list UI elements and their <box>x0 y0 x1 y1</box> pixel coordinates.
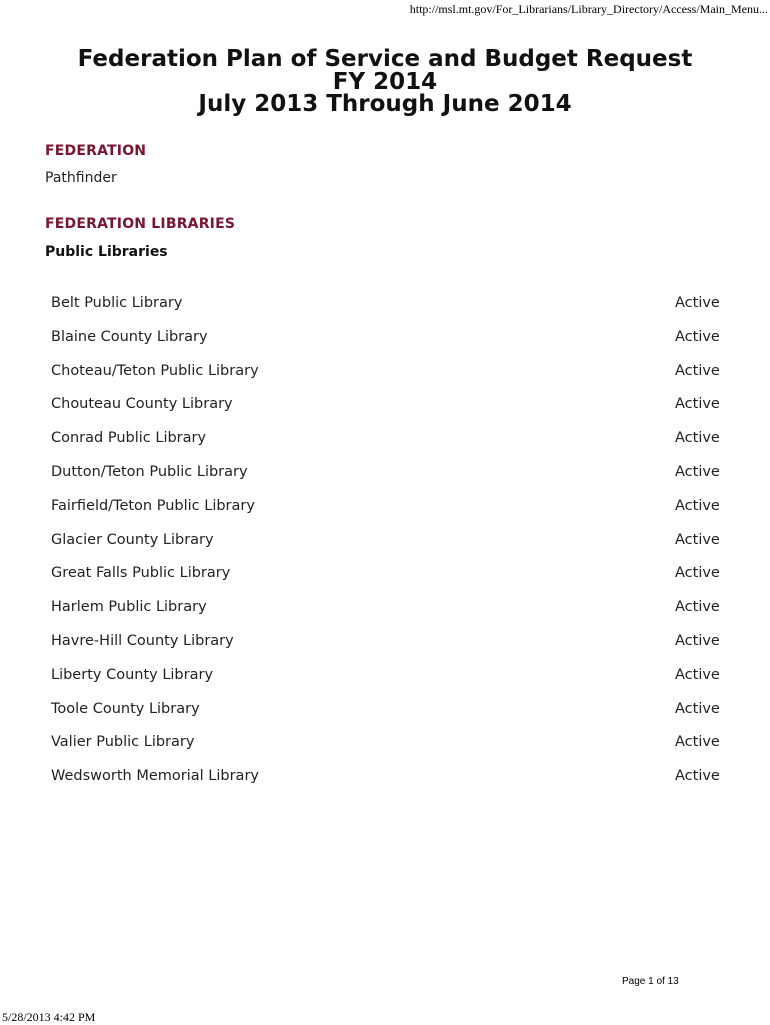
library-status: Active <box>675 396 720 413</box>
library-list <box>51 287 731 794</box>
library-name: Blaine County Library <box>51 328 208 345</box>
library-status: Active <box>675 497 720 514</box>
library-row <box>51 490 731 524</box>
print-timestamp: 5/28/2013 4:42 PM <box>2 1010 96 1024</box>
library-status: Active <box>675 463 720 480</box>
library-name: Havre-Hill County Library <box>51 632 234 649</box>
library-status: Active <box>675 666 720 683</box>
title-line-3: July 2013 Through June 2014 <box>198 91 572 117</box>
library-status: Active <box>675 295 720 311</box>
library-row <box>51 659 731 693</box>
library-status: Active <box>675 599 720 616</box>
federation-name: Pathfinder <box>45 170 117 186</box>
page-url: http://msl.mt.gov/For_Librarians/Library_Directory/Access/Main_Menu... <box>409 2 768 16</box>
library-status: Active <box>675 700 720 717</box>
page-title <box>0 48 770 116</box>
library-name: Harlem Public Library <box>51 599 207 616</box>
library-name: Liberty County Library <box>51 666 214 683</box>
library-status: Active <box>675 531 720 548</box>
library-name: Conrad Public Library <box>51 430 207 447</box>
library-status: Active <box>675 632 720 649</box>
library-row <box>51 355 731 389</box>
library-name: Glacier County Library <box>51 531 214 548</box>
public-libraries-subheading: Public Libraries <box>45 244 168 260</box>
title-line-1: Federation Plan of Service and Budget Request <box>77 46 693 72</box>
library-row <box>51 524 731 558</box>
library-status: Active <box>675 565 720 582</box>
library-name: Dutton/Teton Public Library <box>51 463 248 480</box>
library-row <box>51 693 731 727</box>
library-status: Active <box>675 362 720 379</box>
library-row <box>51 321 731 355</box>
library-status: Active <box>675 430 720 447</box>
library-row <box>51 287 731 321</box>
library-name: Great Falls Public Library <box>51 565 231 582</box>
federation-libraries-heading: FEDERATION LIBRARIES <box>45 216 236 232</box>
library-name: Belt Public Library <box>51 295 183 311</box>
library-row <box>51 557 731 591</box>
library-name: Fairfield/Teton Public Library <box>51 497 255 514</box>
library-name: Wedsworth Memorial Library <box>51 768 259 785</box>
library-name: Choteau/Teton Public Library <box>51 362 259 379</box>
federation-heading: FEDERATION <box>45 143 147 159</box>
page-number: Page 1 of 13 <box>622 976 679 987</box>
library-row <box>51 726 731 760</box>
library-status: Active <box>675 734 720 751</box>
title-line-2: FY 2014 <box>332 68 438 95</box>
library-status: Active <box>675 328 720 345</box>
library-row <box>51 388 731 422</box>
library-row <box>51 625 731 659</box>
library-row <box>51 760 731 794</box>
library-name: Chouteau County Library <box>51 396 233 413</box>
library-name: Toole County Library <box>51 700 200 717</box>
library-row <box>51 422 731 456</box>
library-status: Active <box>675 768 720 785</box>
library-row <box>51 456 731 490</box>
library-row <box>51 591 731 625</box>
library-name: Valier Public Library <box>51 734 195 751</box>
